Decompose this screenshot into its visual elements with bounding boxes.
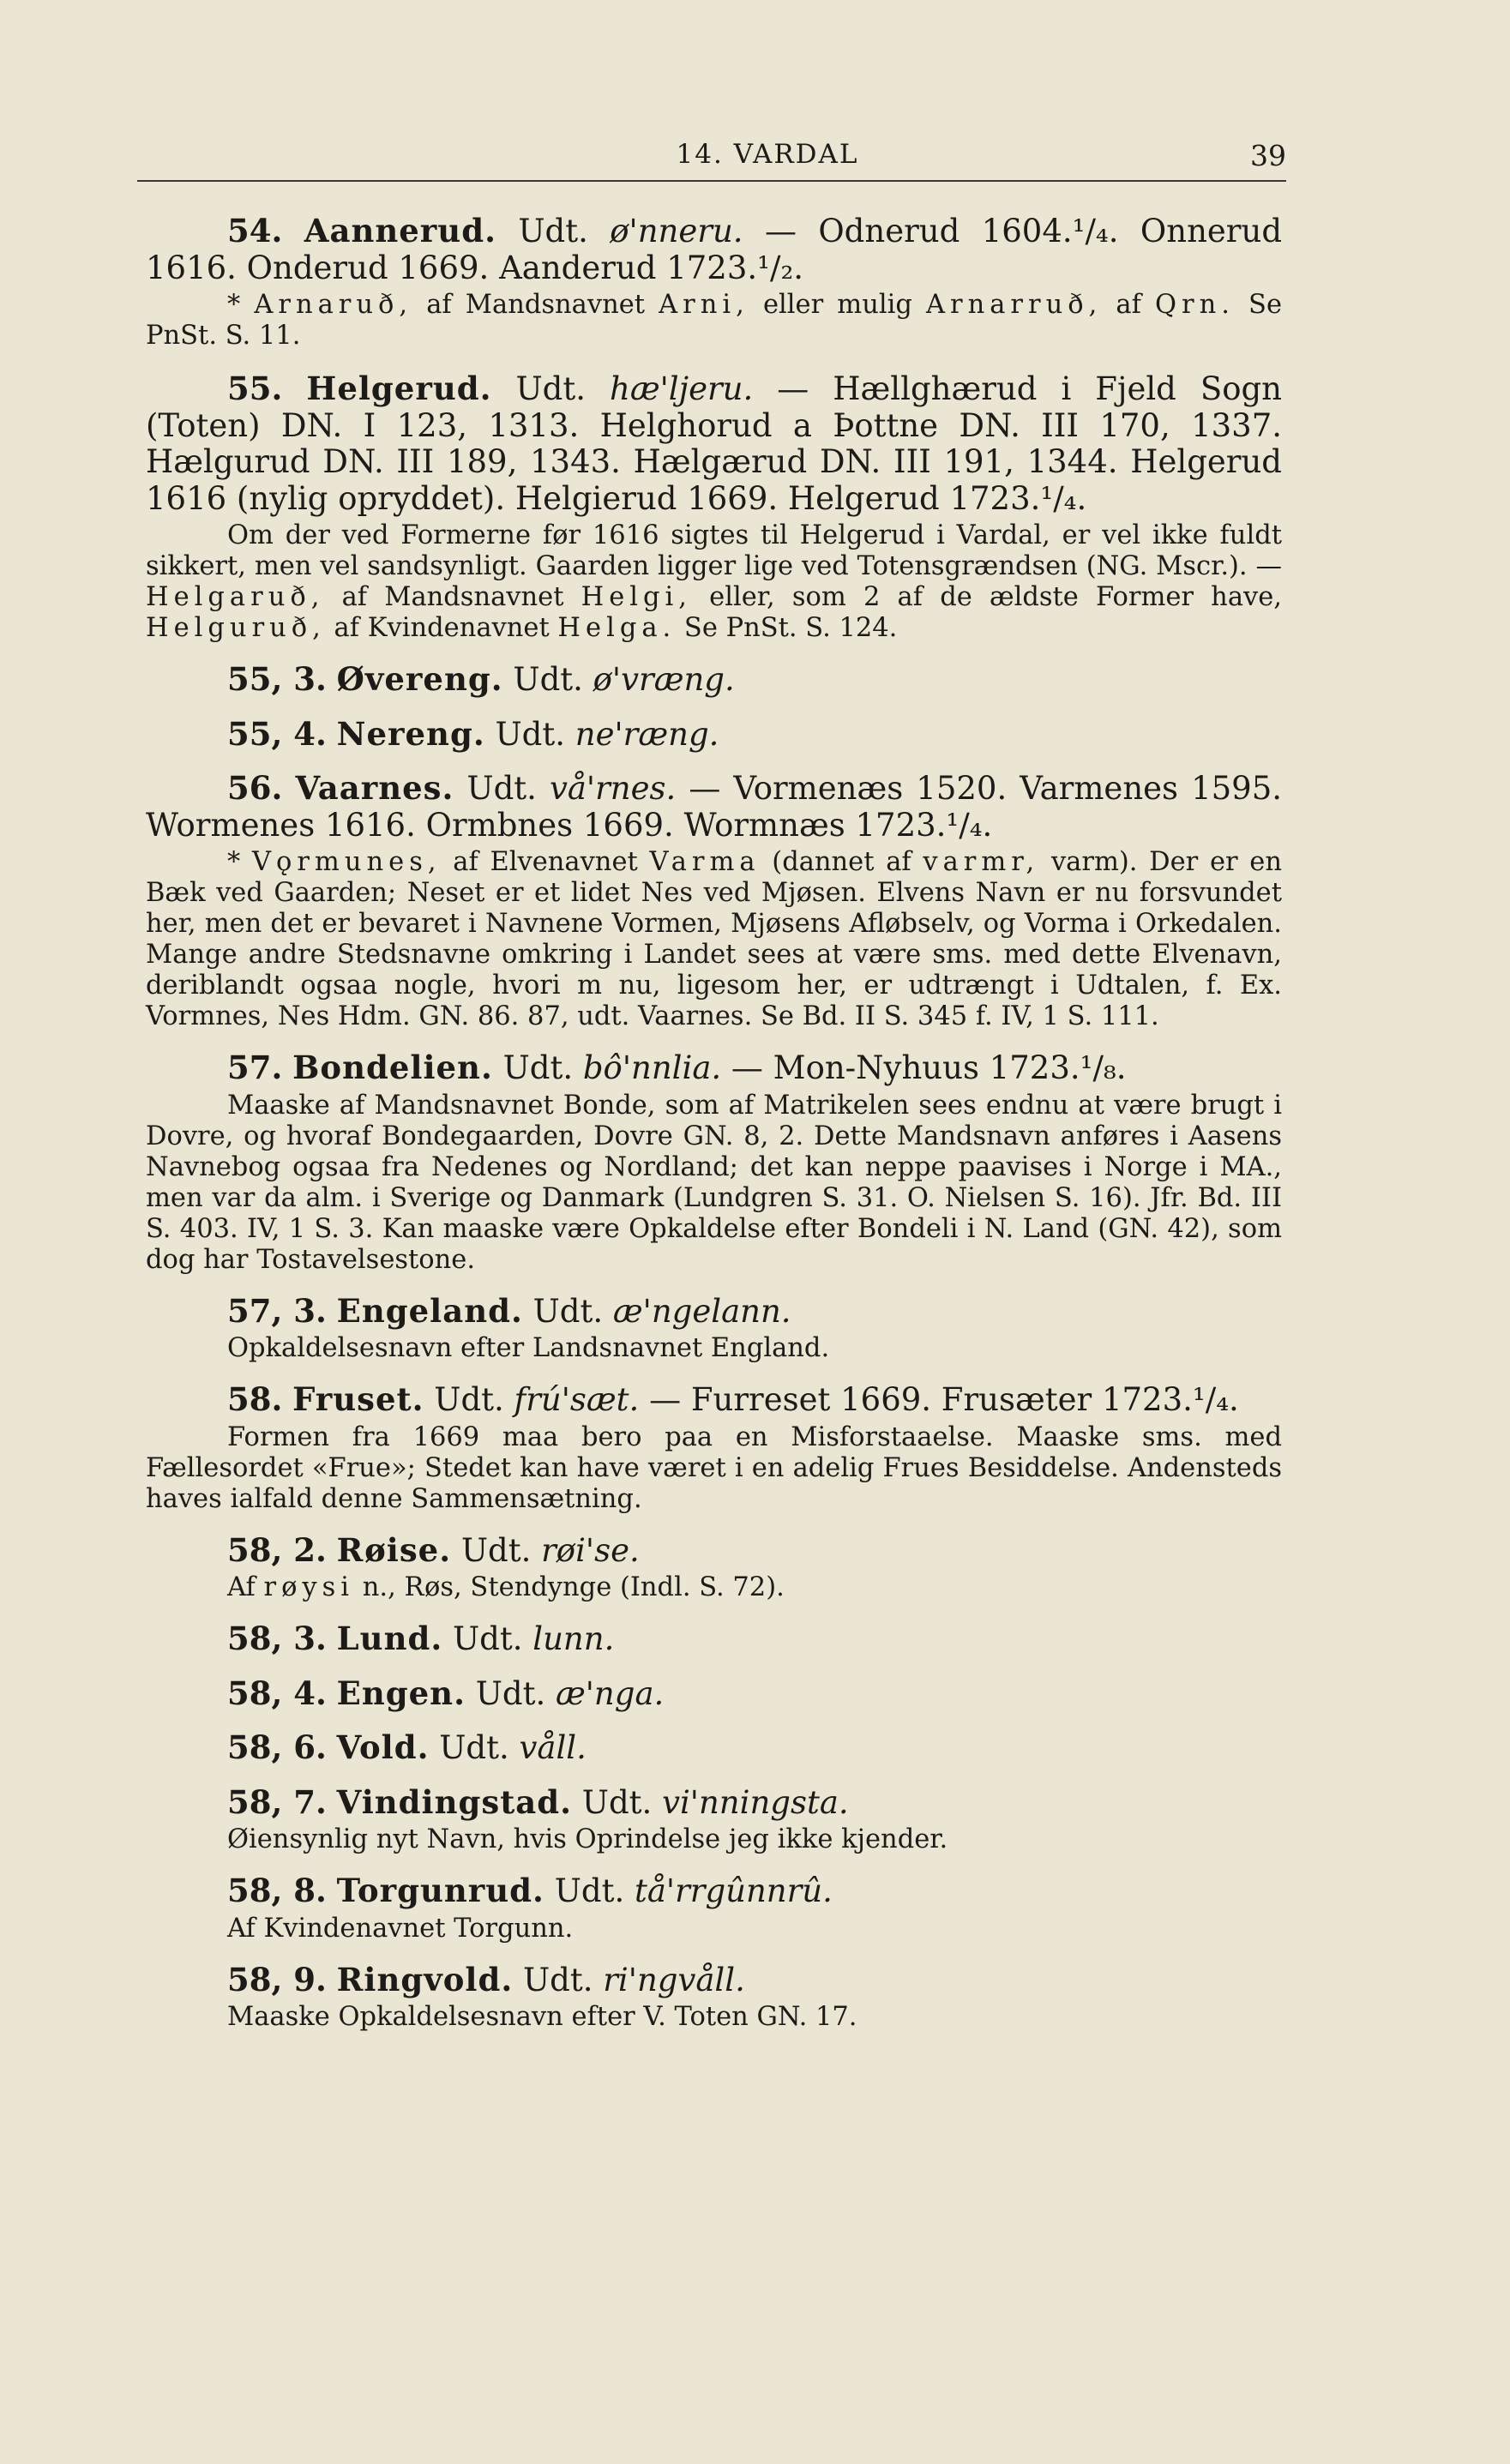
pronunciation-prefix: Udt. (532, 1292, 604, 1330)
entry-57-3 (146, 1293, 1282, 1365)
note-text: af Elvenavnet (441, 847, 650, 877)
entry-58-8 (146, 1872, 1282, 1944)
historical-forms: — Mon-Nyhuus 1723.¹/₈. (731, 1049, 1127, 1086)
running-title: 14. VARDAL (676, 139, 859, 170)
pronunciation-prefix: Udt. (439, 1729, 509, 1766)
pronunciation-prefix: Udt. (434, 1381, 504, 1418)
farm-name: Vold. (336, 1728, 430, 1766)
entry-58-4 (146, 1675, 1282, 1713)
entry-note (146, 1333, 1282, 1364)
note-text: Formen fra 1669 maa bero paa en Misforstaaelse. Maaske sms. med Fællesordet «Frue»; Stedet kan have været i en adelig Frues Besiddelse. Andensteds haves ialfald denne Sammensætning. (146, 1421, 1282, 1514)
entry-57 (146, 1049, 1282, 1276)
historical-forms: — Hællghærud i Fjeld Sogn (Toten) DN. I 123, 1313. Helghorud a Þottne DN. III 170, 1337. Hælgurud DN. III 189, 1343. Hælgærud DN. III 191, 1344. Helgerud 1616 (nylig opryddet). Helgierud 1669. Helgerud 1723.¹/₄. (146, 370, 1282, 517)
entry-number: 57. (227, 1049, 283, 1086)
note-spaced-word: varmr, (923, 847, 1040, 877)
farm-name: Vaarnes. (295, 769, 454, 807)
entry-main (146, 1620, 1282, 1658)
pronunciation-prefix: Udt. (554, 1872, 625, 1909)
farm-name: Ringvold. (336, 1960, 514, 1998)
page-header (137, 135, 1286, 178)
pronunciation-prefix: Udt. (581, 1783, 653, 1821)
note-text: varm). Der er en Bæk ved Gaarden; Neset er et lidet Nes ved Mjøsen. Elvens Navn er nu forsvundet her, men det er bevaret i Navnene Vormen, Mjøsens Afløbselv, og Vorma i Orkedalen. Mange andre Stedsnavne omkring i Landet sees at være sms. med dette Elvenavn, deriblandt ogsaa nogle, hvori m nu, ligesom her, er udtrængt i Udtalen, f. Ex. Vormnes, Nes Hdm. GN. 86. 87, udt. Vaarnes. Se Bd. II S. 345 f. IV, 1 S. 111. (146, 847, 1282, 1031)
pronunciation-prefix: Udt. (513, 661, 583, 698)
note-text: eller mulig (749, 290, 926, 320)
entry-number: 58, 4. (227, 1674, 327, 1712)
pronunciation: lunn. (532, 1620, 615, 1657)
note-spaced-word: røysi (263, 1572, 355, 1602)
entry-number: 55, 4. (227, 714, 327, 753)
note-text: Maaske af Mandsnavnet Bonde, som af Matrikelen sees endnu at være brugt i Dovre, og hvoraf Bondegaarden, Dovre GN. 8, 2. Dette Mandsnavn anføres i Aasens Navnebog ogsaa fra Nedenes og Nordland; det kan neppe paavises i Norge i MA., men var da alm. i Sverige og Danmark (Lundgren S. 31. O. Nielsen S. 16). Jfr. Bd. III S. 403. IV, 1 S. 3. Kan maaske være Opkaldelse efter Bondeli i N. Land (GN. 42), som dog har Tostavelsestone. (146, 1090, 1282, 1275)
entry-main (146, 370, 1282, 517)
pronunciation: bô'nnlia. (582, 1049, 722, 1086)
entry-number: 58, 6. (227, 1728, 327, 1766)
entry-main (146, 1729, 1282, 1767)
entry-number: 57, 3. (227, 1291, 327, 1330)
entry-main (146, 1675, 1282, 1713)
historical-forms: — Odnerud 1604.¹/₄. Onnerud 1616. Onderud 1669. Aanderud 1723.¹/₂. (146, 213, 1283, 286)
entry-number: 58, 8. (227, 1872, 327, 1909)
entry-55-3 (146, 661, 1282, 699)
note-spaced-word: Helgaruð, (146, 582, 325, 612)
note-spaced-word: Qrn. (1155, 290, 1235, 320)
note-text: Maaske Opkaldelsesnavn efter V. Toten GN. 17. (227, 2002, 857, 2032)
note-spaced-word: Varma (649, 847, 761, 877)
pronunciation-prefix: Udt. (460, 1531, 532, 1569)
pronunciation-prefix: Udt. (495, 715, 565, 753)
note-text: Se PnSt. S. 11. (146, 290, 1282, 351)
entry-main (146, 716, 1282, 754)
farm-name: Bondelien. (292, 1049, 493, 1086)
entry-note (146, 1914, 1282, 1944)
pronunciation: vi'nningsta. (662, 1783, 849, 1821)
entry-note (146, 1824, 1282, 1855)
entry-number: 58, 9. (227, 1960, 327, 1998)
pronunciation: æ'nga. (555, 1674, 665, 1712)
note-spaced-word: Helga. (557, 613, 677, 643)
entry-number: 58, 7. (227, 1782, 327, 1821)
entry-note (146, 1091, 1282, 1276)
note-text: Om der ved Formerne før 1616 sigtes til Helgerud i Vardal, er vel ikke fuldt sikkert, men vel sandsynligt. Gaarden ligger lige ved Totensgrændsen (NG. Mscr.). — (146, 520, 1282, 581)
note-text: Se PnSt. S. 124. (676, 613, 898, 643)
entry-note (146, 520, 1282, 644)
pronunciation: tå'rrgûnnrû. (634, 1872, 833, 1909)
pronunciation-prefix: Udt. (518, 213, 588, 249)
entry-main (146, 1381, 1282, 1419)
pronunciation: ø'nneru. (610, 213, 743, 249)
page-content (146, 213, 1282, 2033)
entry-main (146, 1872, 1282, 1910)
note-text: af Kvindenavnet (325, 613, 558, 643)
farm-name: Vindingstad. (336, 1782, 573, 1821)
entry-main (146, 1532, 1282, 1570)
farm-name: Fruset. (292, 1380, 424, 1418)
pronunciation-prefix: Udt. (475, 1674, 546, 1712)
pronunciation: hæ'ljeru. (610, 370, 754, 407)
entry-number: 58. (227, 1380, 283, 1418)
entry-58-7 (146, 1784, 1282, 1856)
note-spaced-word: Arnaruð, (254, 290, 413, 320)
header-rule (137, 180, 1286, 182)
farm-name: Lund. (336, 1620, 443, 1657)
pronunciation-prefix: Udt. (515, 370, 586, 407)
note-text: n., Røs, Stendynge (Indl. S. 72). (354, 1572, 785, 1602)
note-text: eller, som 2 af de ældste Former have, (692, 582, 1282, 612)
entry-58-2 (146, 1532, 1282, 1604)
entry-55-4 (146, 716, 1282, 754)
farm-name: Torgunrud. (336, 1872, 544, 1909)
entry-58-6 (146, 1729, 1282, 1767)
note-text: af Mandsnavnet (412, 290, 659, 320)
farm-name: Aannerud. (304, 212, 496, 249)
entry-note (146, 2002, 1282, 2033)
entry-56 (146, 770, 1282, 1032)
pronunciation: ne'ræng. (575, 715, 719, 753)
note-text: Øiensynlig nyt Navn, hvis Oprindelse jeg ikke kjender. (227, 1824, 948, 1854)
note-text: Af Kvindenavnet Torgunn. (227, 1913, 574, 1944)
farm-name: Engen. (336, 1674, 466, 1712)
entry-main (146, 770, 1282, 844)
farm-name: Røise. (336, 1530, 452, 1569)
entry-note (146, 1572, 1282, 1603)
entry-main (146, 661, 1282, 699)
entry-number: 55, 3. (227, 660, 327, 698)
note-text: Opkaldelsesnavn efter Landsnavnet England. (227, 1333, 830, 1363)
entry-54 (146, 213, 1282, 352)
page-number: 39 (1250, 139, 1286, 172)
pronunciation-prefix: Udt. (453, 1620, 523, 1657)
farm-name: Engeland. (336, 1291, 523, 1330)
entry-main (146, 1784, 1282, 1822)
entry-number: 54. (227, 212, 283, 249)
note-spaced-word: Arni, (659, 290, 749, 320)
pronunciation: frú'sæt. (514, 1381, 640, 1418)
entry-note (146, 847, 1282, 1032)
note-text: * (227, 847, 252, 877)
entry-58-3 (146, 1620, 1282, 1658)
pronunciation: våll. (519, 1729, 587, 1766)
note-text: (dannet af (760, 847, 923, 877)
entry-number: 58, 2. (227, 1530, 327, 1569)
note-text: af (1102, 290, 1155, 320)
pronunciation: røi'se. (541, 1531, 640, 1569)
entry-main (146, 1049, 1282, 1087)
entry-main (146, 1293, 1282, 1331)
note-spaced-word: Vǫrmunes, (251, 847, 442, 877)
historical-forms: — Vormenæs 1520. Varmenes 1595. Wormenes 1616. Ormbnes 1669. Wormnæs 1723.¹/₄. (146, 770, 1283, 844)
entry-number: 58, 3. (227, 1620, 327, 1657)
pronunciation-prefix: Udt. (522, 1961, 593, 1998)
farm-name: Helgerud. (306, 370, 492, 407)
note-spaced-word: Helgi, (581, 582, 693, 612)
entry-main (146, 1962, 1282, 1999)
note-text: * (227, 290, 255, 320)
note-text: af Mandsnavnet (324, 582, 581, 612)
entry-note (146, 290, 1282, 352)
pronunciation: vå'rnes. (549, 770, 677, 807)
entry-58 (146, 1381, 1282, 1515)
entry-note (146, 1422, 1282, 1515)
farm-name: Nereng. (336, 714, 485, 753)
note-text: Af (227, 1572, 264, 1602)
historical-forms: — Furreset 1669. Frusæter 1723.¹/₄. (649, 1381, 1239, 1418)
entry-number: 56. (227, 769, 283, 807)
entry-main (146, 213, 1282, 286)
pronunciation: ø'vræng. (593, 661, 735, 698)
pronunciation: ri'ngvåll. (603, 1961, 745, 1998)
pronunciation-prefix: Udt. (466, 770, 537, 807)
entry-55 (146, 370, 1282, 644)
entry-58-9 (146, 1962, 1282, 2034)
pronunciation-prefix: Udt. (502, 1049, 574, 1086)
farm-name: Øvereng. (336, 660, 503, 698)
entry-number: 55. (227, 370, 283, 407)
pronunciation: æ'ngelann. (612, 1292, 791, 1330)
note-spaced-word: Arnarruð, (926, 290, 1103, 320)
note-spaced-word: Helguruð, (146, 613, 326, 643)
